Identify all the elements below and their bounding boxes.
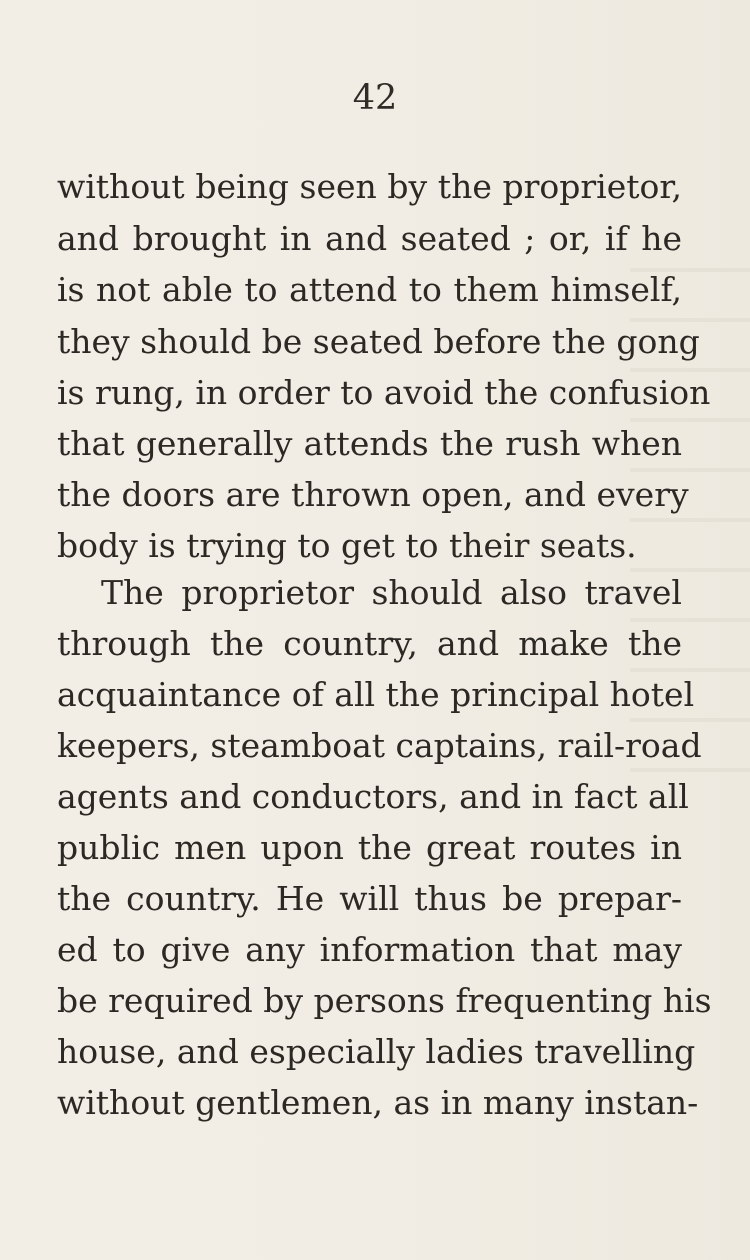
text-line: ed to give any information that may (57, 930, 682, 969)
text-line: through the country, and make the (57, 624, 682, 663)
text-line: without being seen by the proprietor, (57, 167, 682, 206)
text-line: is rung, in order to avoid the confusion (57, 373, 711, 412)
text-line: keepers, steamboat captains, rail-road (57, 726, 702, 765)
text-line: agents and conductors, and in fact all (57, 777, 689, 816)
paragraph-start-line: The proprietor should also travel (101, 573, 682, 612)
text-line: and brought in and seated ; or, if he (57, 219, 682, 258)
text-line: house, and especially ladies travelling (57, 1032, 696, 1071)
text-line: the doors are thrown open, and every (57, 475, 689, 514)
text-line: they should be seated before the gong (57, 322, 700, 361)
text-line: acquaintance of all the principal hotel (57, 675, 695, 714)
page-number: 42 (352, 78, 398, 118)
text-line: the country. He will thus be prepar- (57, 879, 682, 918)
text-line: public men upon the great routes in (57, 828, 682, 867)
text-line: without gentlemen, as in many instan- (57, 1083, 699, 1122)
text-line: be required by persons frequenting his (57, 981, 712, 1020)
text-line: body is trying to get to their seats. (57, 526, 637, 565)
text-line: is not able to attend to them himself, (57, 270, 682, 309)
text-line: that generally attends the rush when (57, 424, 682, 463)
